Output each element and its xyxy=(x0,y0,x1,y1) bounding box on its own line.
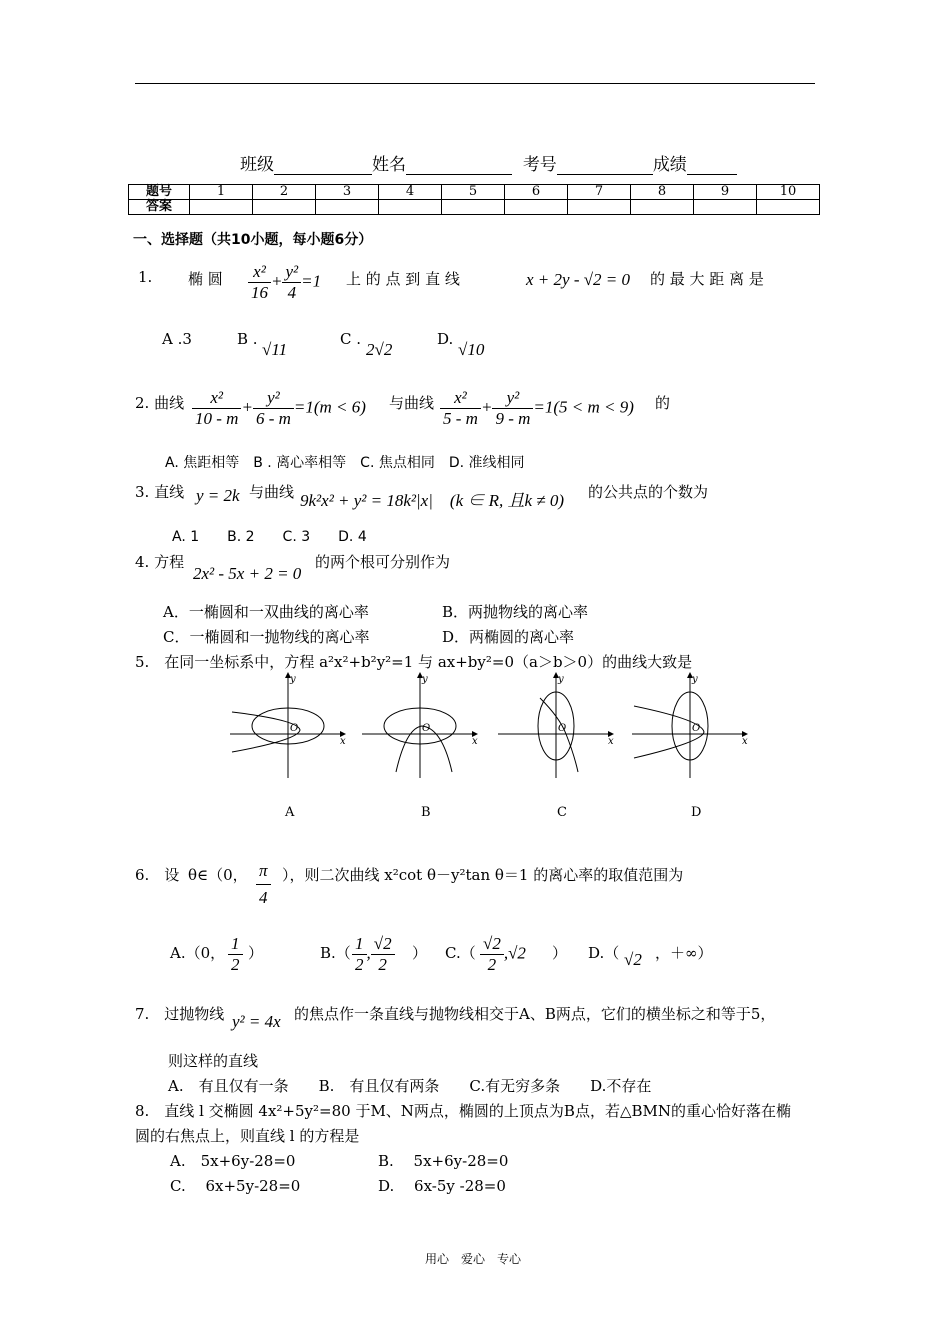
score-blank xyxy=(687,174,737,175)
q3-curve-eq: 9k²x² + y² = 18k²|x| (k ∈ R, 且k ≠ 0) xyxy=(300,491,565,510)
q2-curve-2: $\frac{\text{x²}}{5 - m}$ + $\frac{\text{y²}}{9 - m}$ =1(5 < m < 9) xyxy=(440,388,634,429)
eq-rhs: =1 xyxy=(301,271,322,291)
q3-options: A. 1 B. 2 C. 3 D. 4 xyxy=(172,529,367,545)
axis-x-label: x xyxy=(742,736,748,747)
exam-no-label: 考号 xyxy=(522,155,557,175)
answer-cell[interactable] xyxy=(316,200,379,215)
table-cell: 8 xyxy=(631,185,694,200)
q1-option-c: 2√2 xyxy=(366,340,393,359)
fraction-numerator: y² xyxy=(282,262,301,283)
q2-number: 2. 曲线 xyxy=(135,394,185,412)
q2-end: 的 xyxy=(655,394,671,412)
table-row xyxy=(129,200,820,215)
q3-mid: 与曲线 xyxy=(249,483,295,501)
q6-option-d-close: ，＋∞） xyxy=(655,944,713,962)
q1-option-d: √10 xyxy=(458,340,485,359)
q1-text-1: 椭 圆 xyxy=(188,270,223,288)
option-value: ,√2 xyxy=(503,943,526,963)
q1-ellipse-eq: $\frac{\text{x²}}{16}$ + $\frac{\text{y²}}{4}$ =1 xyxy=(248,262,321,303)
axis-y-label: y xyxy=(422,674,428,685)
q2-mid: 与曲线 xyxy=(389,394,435,412)
answer-cell[interactable] xyxy=(631,200,694,215)
q7-parabola-eq: y² = 4x xyxy=(232,1012,281,1031)
q6-option-a-label: A.（0， xyxy=(170,944,226,962)
graph-c-label: C xyxy=(557,805,567,820)
q6-number: 6. 设 xyxy=(135,866,180,884)
axis-x-label: x xyxy=(608,736,614,747)
table-cell: 4 xyxy=(379,185,442,200)
fraction-numerator: x² xyxy=(192,388,241,409)
fraction-denominator: 4 xyxy=(259,888,268,907)
fraction-denominator: 10 - m xyxy=(195,409,239,428)
q2-curve-1: $\frac{\text{x²}}{10 - m}$ + $\frac{\text{y²}}{6 - m}$ =1(m < 6) xyxy=(192,388,366,429)
table-cell: 5 xyxy=(442,185,505,200)
top-rule xyxy=(135,83,815,84)
q3-end: 的公共点的个数为 xyxy=(588,483,709,501)
q3-number: 3. 直线 xyxy=(135,483,185,501)
fraction-numerator: 1 xyxy=(228,934,243,955)
q6-option-a-fraction xyxy=(228,934,243,975)
graph-d-label: D xyxy=(691,805,702,820)
q4-end: 的两个根可分别作为 xyxy=(315,553,451,571)
graph-a-label: A xyxy=(285,805,295,820)
q6-option-c-close: ） xyxy=(552,944,568,962)
axis-y-label: y xyxy=(692,674,698,685)
fraction-numerator: 1 xyxy=(352,934,367,955)
fraction-numerator: √2 xyxy=(371,934,395,955)
q6-option-c-value xyxy=(480,934,526,975)
origin-label: O xyxy=(422,723,431,734)
answer-cell[interactable] xyxy=(568,200,631,215)
q6-option-b-close: ） xyxy=(412,944,428,962)
row-label-numbers: 题号 xyxy=(129,185,190,200)
answer-cell[interactable] xyxy=(442,200,505,215)
q5-text: 5. 在同一坐标系中，方程 a²x²+b²y²=1 与 ax+by²=0（a＞b＞0）的曲线大致是 xyxy=(135,653,693,671)
table-cell: 7 xyxy=(568,185,631,200)
answer-cell[interactable] xyxy=(694,200,757,215)
graph-d xyxy=(630,668,754,780)
q8-line-1: 8. 直线 l 交椭圆 4x²+5y²=80 于M、N两点，椭圆的上顶点为B点，若△BMN的重心恰好落在椭 xyxy=(135,1102,792,1120)
fraction-denominator: 9 - m xyxy=(495,409,531,428)
fraction-numerator: π xyxy=(256,858,271,885)
q1-text-3: 的 最 大 距 离 是 xyxy=(650,270,764,288)
answer-table xyxy=(128,184,820,215)
class-blank xyxy=(274,174,372,175)
exam-no-blank xyxy=(557,174,653,175)
fraction-numerator: √2 xyxy=(480,934,504,955)
q1-option-a: A .3 xyxy=(162,330,192,348)
fraction-numerator: x² xyxy=(248,262,271,283)
axis-x-label: x xyxy=(340,736,346,747)
q4-option-c: C．一椭圆和一抛物线的离心率 xyxy=(163,628,370,646)
fraction-denominator: 2 xyxy=(487,955,497,974)
graph-b-label: B xyxy=(421,805,431,820)
q3-line-eq: y = 2k xyxy=(196,486,240,505)
fraction-denominator: 2 xyxy=(355,955,364,974)
q8-option-b: B. 5x+6y-28=0 xyxy=(378,1152,509,1170)
answer-cell[interactable] xyxy=(190,200,253,215)
table-cell: 9 xyxy=(694,185,757,200)
q1-number: 1. xyxy=(138,268,153,286)
eq-rhs: =1(m < 6) xyxy=(293,397,366,417)
fraction-denominator: 2 xyxy=(231,955,240,974)
table-row xyxy=(129,185,820,200)
q4-option-d: D．两椭圆的离心率 xyxy=(442,628,575,646)
q8-option-a: A. 5x+6y-28=0 xyxy=(170,1152,296,1170)
fraction-denominator: 4 xyxy=(287,283,297,302)
q2-options: A. 焦距相等 B . 离心率相等 C. 焦点相同 D. 准线相同 xyxy=(165,455,525,471)
axis-x-label: x xyxy=(472,736,478,747)
q1-text-2: 上 的 点 到 直 线 xyxy=(346,270,460,288)
q1-option-b: √11 xyxy=(262,340,288,359)
eq-rhs: =1(5 < m < 9) xyxy=(533,397,634,417)
answer-cell[interactable] xyxy=(253,200,316,215)
fraction-numerator: y² xyxy=(253,388,294,409)
table-cell: 2 xyxy=(253,185,316,200)
fraction-denominator: 5 - m xyxy=(443,409,478,428)
q6-text-1: θ∈（0， xyxy=(188,866,248,884)
table-cell: 1 xyxy=(190,185,253,200)
q1-option-d-label: D. xyxy=(437,330,454,348)
answer-cell[interactable] xyxy=(505,200,568,215)
table-cell: 6 xyxy=(505,185,568,200)
name-blank xyxy=(406,174,512,175)
origin-label: O xyxy=(290,723,299,734)
q6-option-b-fractions: $\frac{1}{2}$ , $\frac{√2}{2}$ xyxy=(352,934,395,975)
score-label: 成绩 xyxy=(652,155,687,175)
q6-option-d-label: D.（ xyxy=(588,944,620,962)
axis-y-label: y xyxy=(558,674,564,685)
q8-option-c: C. 6x+5y-28=0 xyxy=(170,1177,301,1195)
q6-option-b-label: B.（ xyxy=(320,944,351,962)
fraction-denominator: 16 xyxy=(251,283,268,302)
q1-line-eq: x + 2y - √2 = 0 xyxy=(526,270,631,289)
q1-option-b-label: B . xyxy=(237,330,258,348)
q8-line-2: 圆的右焦点上，则直线 l 的方程是 xyxy=(135,1127,360,1145)
fraction-denominator: 2 xyxy=(378,955,387,974)
q4-option-b: B．两抛物线的离心率 xyxy=(442,603,589,621)
q1-option-c-label: C . xyxy=(340,330,362,348)
graph-c xyxy=(496,668,620,780)
axis-y-label: y xyxy=(290,674,296,685)
q7-line-2: 则这样的直线 xyxy=(168,1052,259,1070)
row-label-answers: 答案 xyxy=(129,200,190,215)
page-footer: 用心 爱心 专心 xyxy=(425,1252,522,1266)
table-cell: 10 xyxy=(757,185,820,200)
class-label: 班级 xyxy=(240,155,274,175)
graph-b xyxy=(360,668,484,780)
section-title: 一、选择题（共10小题，每小题6分） xyxy=(133,232,373,248)
q4-number: 4. 方程 xyxy=(135,553,185,571)
header-line xyxy=(240,150,737,175)
answer-cell[interactable] xyxy=(757,200,820,215)
fraction-denominator: 6 - m xyxy=(255,409,291,428)
q7-number: 7. 过抛物线 xyxy=(135,1005,225,1023)
fraction-numerator: y² xyxy=(492,388,533,409)
fraction-numerator: x² xyxy=(440,388,481,409)
origin-label: O xyxy=(558,723,567,734)
q7-options: A. 有且仅有一条 B. 有且仅有两条 C.有无穷多条 D.不存在 xyxy=(168,1077,652,1095)
q6-pi-fraction xyxy=(256,858,271,911)
q7-text: 的焦点作一条直线与抛物线相交于A、B两点，它们的横坐标之和等于5， xyxy=(294,1005,776,1023)
origin-label: O xyxy=(692,723,701,734)
answer-cell[interactable] xyxy=(379,200,442,215)
q4-option-a: A．一椭圆和一双曲线的离心率 xyxy=(163,603,369,621)
table-cell: 3 xyxy=(316,185,379,200)
name-label: 姓名 xyxy=(372,155,406,175)
q6-option-a-close: ） xyxy=(248,944,264,962)
q6-text-2: ），则二次曲线 x²cot θ－y²tan θ＝1 的离心率的取值范围为 xyxy=(282,866,684,884)
q8-option-d: D. 6x-5y -28=0 xyxy=(378,1177,506,1195)
q6-option-d-value: √2 xyxy=(624,950,642,969)
graph-a xyxy=(228,668,352,780)
q6-option-c-label: C.（ xyxy=(445,944,476,962)
q4-equation: 2x² - 5x + 2 = 0 xyxy=(193,564,302,583)
